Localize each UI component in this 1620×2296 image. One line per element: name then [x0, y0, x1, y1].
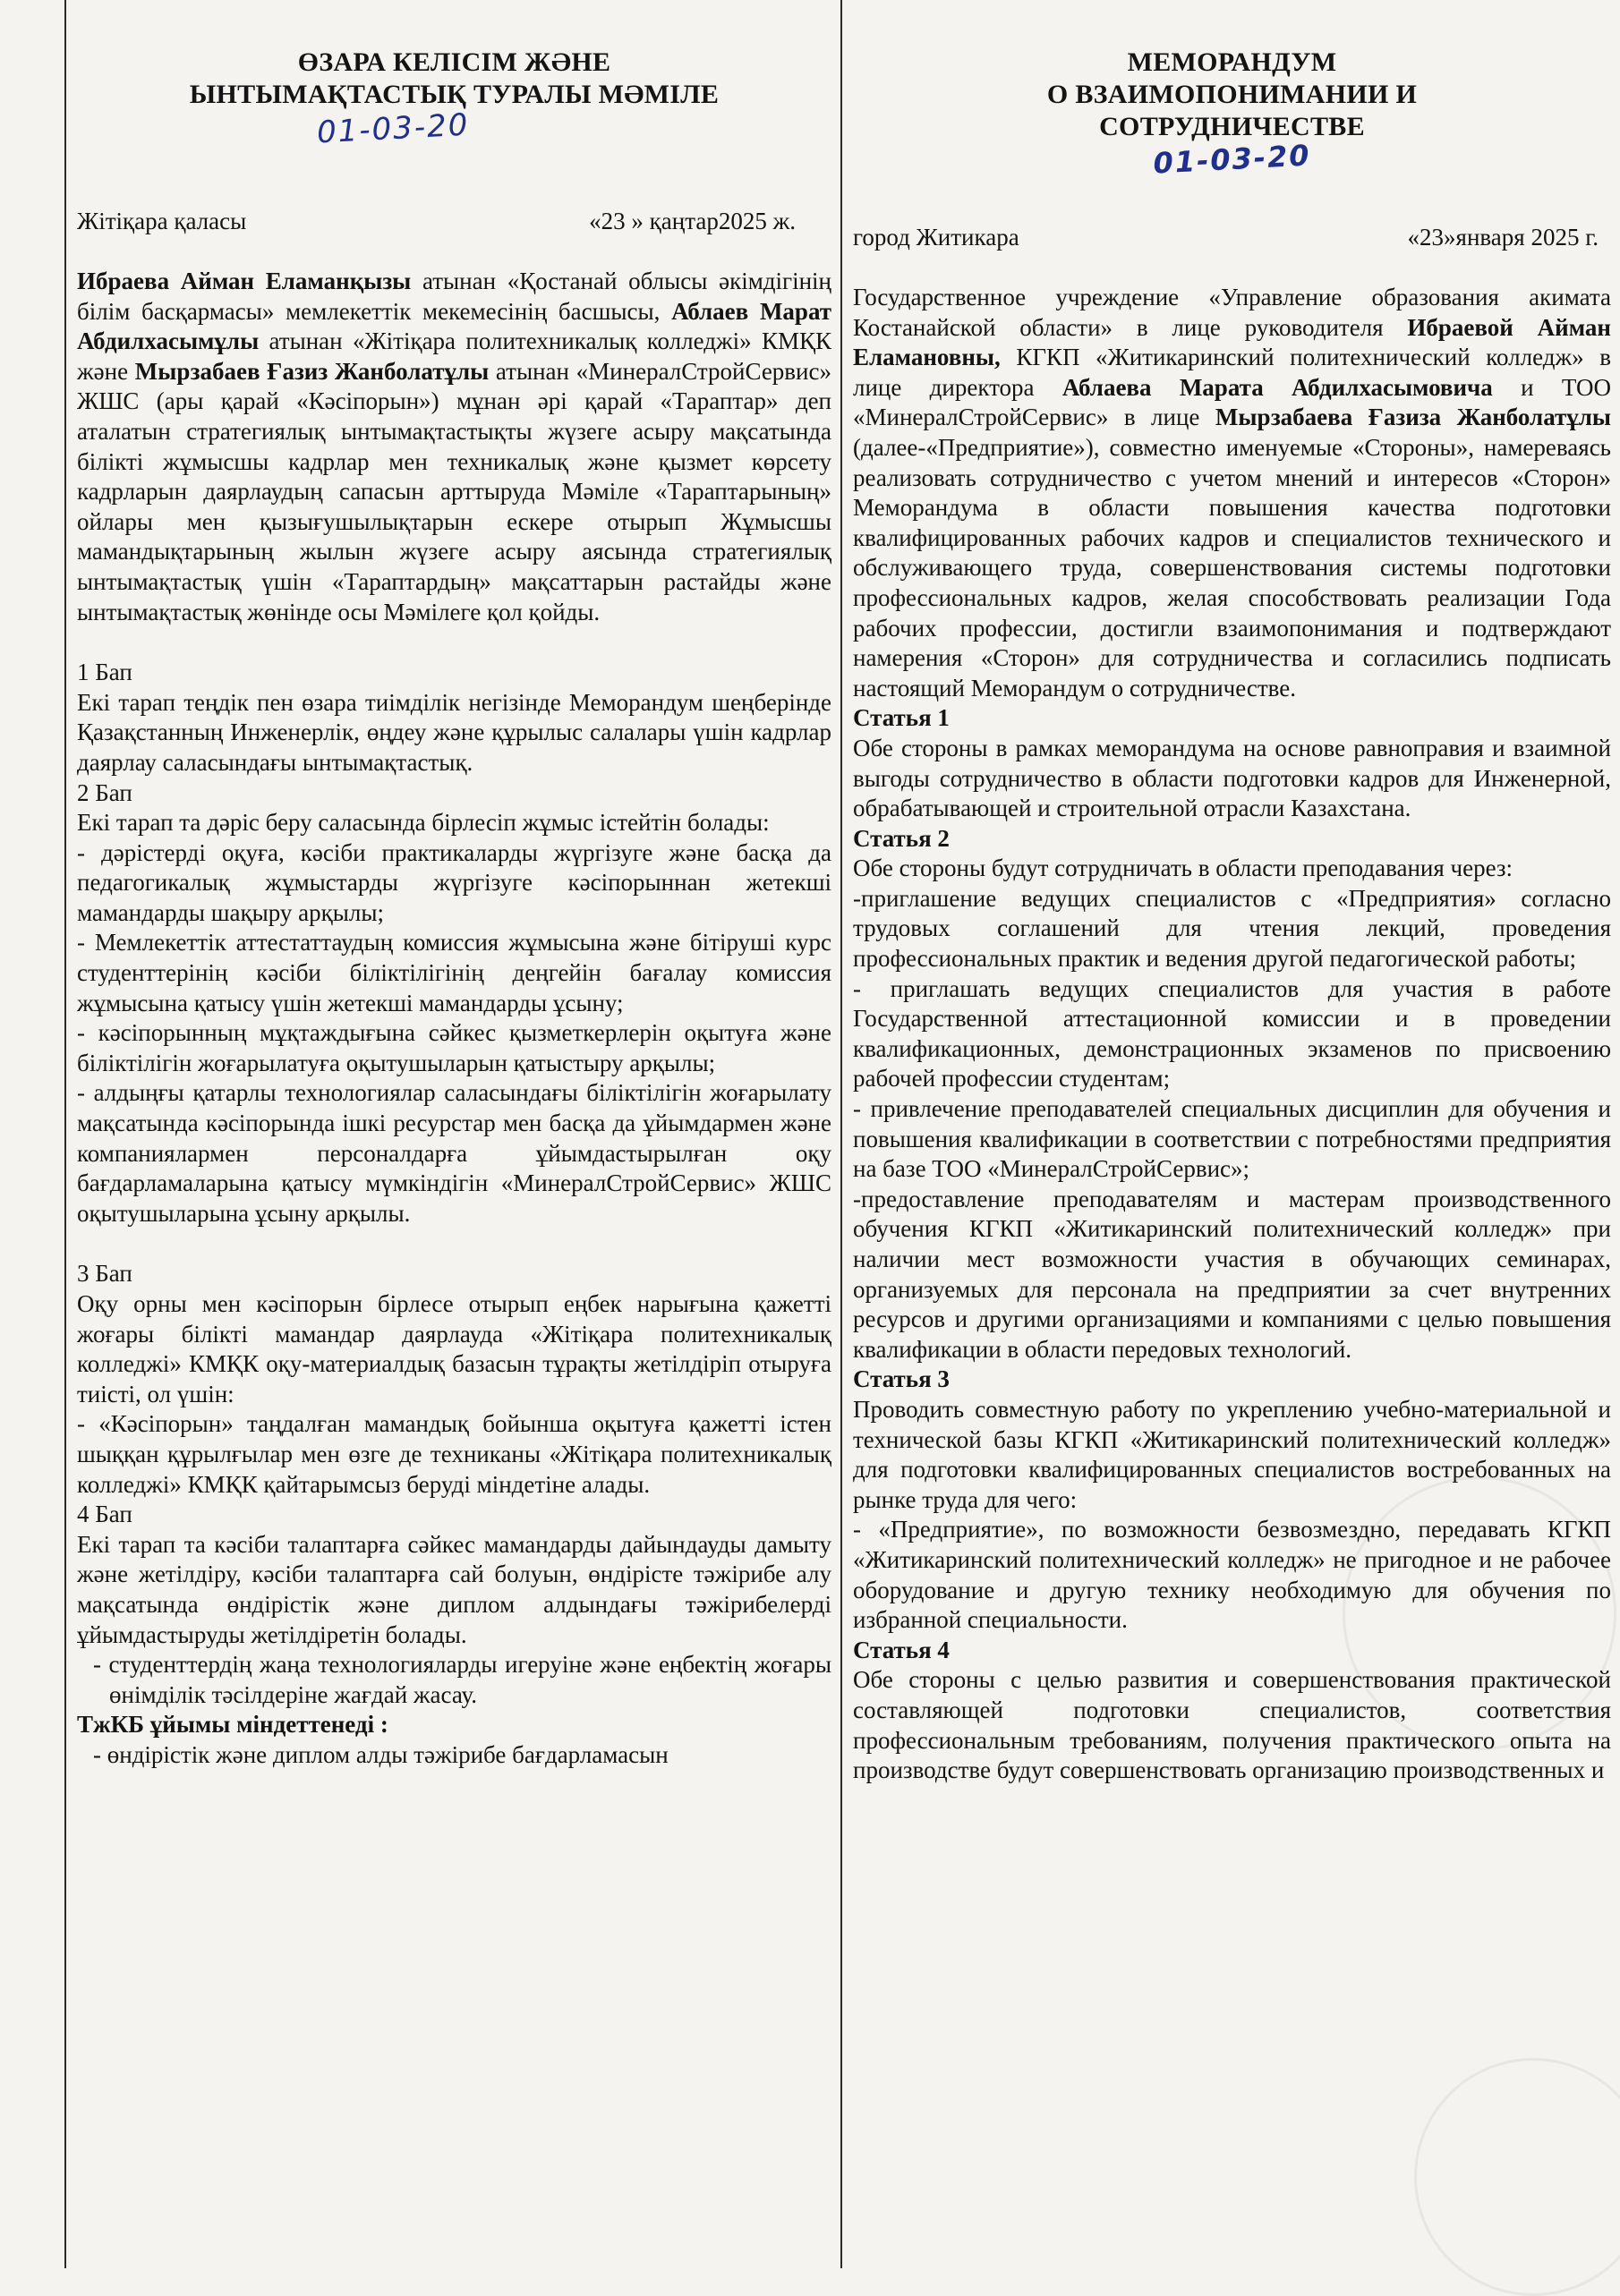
kazakh-intro: Ибраева Айман Еламанқызы атынан «Қостанай облысы әкімдігінің білім басқармасы» мемлекеттік мекемесінің басшысы, Аблаев Марат Абдилхасымұлы атынан «Жітіқара политехникалық колледжі» КМҚК және Мырзабаев Ғазиз Жанболатұлы атынан «МинералСтройСервис» ЖШС (ары қарай «Кәсіпорын») мұнан әрі қарай «Тараптар» деп аталатын стратегиялық ынтымақтастықты жүзеге асыру мақсатында білікті жұмысшы кадрлар мен техникалық және қызмет көрсету кадрларын даярлаудың сапасын арттыруда Мәміле «Тараптарының» ойлары мен қызығушылықтарын ескере отырып Жұмысшы мамандықтарының жылын жүзеге асыру аясында стратегиялық ынтымақтастық үшін «Тараптардың» мақсаттарын растайды және ынтымақтастық жөнінде осы Мәмілеге қол қойды.	[77, 268, 832, 625]
article-2-intro: Екі тарап та дәріс беру саласында бірлесіп жұмыс істейтін болады:	[77, 809, 770, 837]
city-label: Жітіқара қаласы	[77, 208, 247, 234]
list-item: -предоставление преподавателям и мастерам производственного обучения КГКП «Житикаринский политехнический колледж» при наличии мест возможности участия в обучающих семинарах, организуемых для персонала на предприятии за счет внутренних ресурсов и другими организациями и компаниями с целью повышения квалификации в области передовых технологий.	[853, 1185, 1611, 1363]
list-item: - студенттердің жаңа технологияларды игеруіне және еңбектің жоғары өнімділік тәсілдеріне жағдай жасау.	[93, 1651, 831, 1708]
article-1-text: Екі тарап теңдік пен өзара тиімділік негізінде Меморандум шеңберінде Қазақстанның Инженерлік, өңдеу және құрылыс салалары үшін кадрлар даярлау саласындағы ынтымақтастық.	[77, 688, 831, 776]
kazakh-column	[65, 0, 841, 2268]
article-1-text: Обе стороны в рамках меморандума на основе равноправия и взаимной выгоды сотрудничество в области подготовки кадров для Инженерной, обрабатывающей и строительной отрасли Казахстана.	[853, 734, 1611, 822]
article-3-intro: Проводить совместную работу по укреплению учебно-материальной и технической базы КГКП «Житикаринский политехнический колледж» для подготовки квалифицированных специалистов востребованных на рынке труда для чего:	[853, 1395, 1611, 1513]
article-3-intro: Оқу орны мен кәсіпорын бірлесе отырып еңбек нарығына қажетті жоғары білікті мамандар даярлауда «Жітіқара политехникалық колледжі» КМҚК оқу-материалдық базасын тұрақты жетілдіріп отыруға тиісті, ол үшін:	[77, 1290, 831, 1407]
date-label: «23 » қаңтар2025 ж.	[589, 208, 796, 234]
article-1-heading: Статья 1	[853, 704, 950, 732]
bilingual-table	[64, 0, 1620, 2268]
russian-dateline	[853, 222, 1611, 252]
article-4-heading: Статья 4	[853, 1636, 950, 1663]
article-4-intro: Екі тарап та кәсіби талаптарға сәйкес мамандарды дайындауды дамыту және жетілдіру, кәсіби талаптарға сай болуын, өндірісте тәжірибе алу мақсатында өндірістік және диплом алдындағы тәжірибелерді ұйымдастыруды жетілдіретін болады.	[77, 1530, 831, 1648]
article-2-heading: Статья 2	[853, 824, 950, 852]
list-item: - Мемлекеттік аттестаттаудың комиссия жұмысына және бітіруші курс студенттерінің кәсіби біліктілігінің деңгейін бағалау комиссия жұмысына қатысу үшін жетекші мамандарды ұсыну;	[77, 929, 831, 1016]
article-4-intro: Обе стороны с целью развития и совершенствования практической составляющей подготовки специалистов, соответствия профессиональным требованиям, получения практического опыта на производстве будут совершенствовать организацию производственных и	[853, 1666, 1611, 1784]
document-sheet	[64, 0, 1620, 2268]
list-item: - «Кәсіпорын» таңдалған мамандық бойынша оқытуға қажетті істен шыққан құрылғылар мен өзге де техниканы «Жітіқара политехникалық колледжі» КМҚК қайтарымсыз беруді міндетіне алады.	[77, 1410, 831, 1498]
article-3-heading: Статья 3	[853, 1365, 950, 1393]
russian-intro: Государственное учреждение «Управление образования акимата Костанайской области» в лице руководителя Ибраевой Айман Еламановны, КГКП «Житикаринский политехнический колледж» в лице директора Аблаева Марата Абдилхасымовича и ТОО «МинералСтройСервис» в лице Мырзабаева Ғазиза Жанболатұлы (далее-«Предприятие»), совместно именуемые «Стороны», намереваясь реализовать сотрудничество с учетом мнений и интересов «Сторон» Меморандума в области повышения качества подготовки квалифицированных рабочих кадров и специалистов технического и обслуживающего труда, совершенствования системы подготовки профессиональных кадров, желая способствовать реализации Года рабочих профессии, достигли взаимопонимания и подтверждают намерения «Сторон» для сотрудничества и согласились подписать настоящий Меморандум о сотрудничестве.	[853, 284, 1611, 702]
list-item: -приглашение ведущих специалистов с «Предприятия» согласно трудовых соглашений для чтения лекций, проведения профессиональных практик и ведения другой педагогической работы;	[853, 884, 1611, 973]
date-label: «23»января 2025 г.	[1407, 224, 1599, 251]
handwritten-date: 01-03-20	[316, 106, 471, 151]
russian-column	[841, 0, 1620, 2268]
kazakh-title: ӨЗАРА КЕЛІСІМ ЖӘНЕ ЫНТЫМАҚТАСТЫҚ ТУРАЛЫ МӘМІЛЕ	[189, 47, 720, 109]
obligations-heading: ТжКБ ұйымы міндеттенеді :	[77, 1711, 388, 1739]
article-2-heading: 2 Бап	[77, 778, 132, 806]
article-3-heading: 3 Бап	[77, 1260, 132, 1288]
list-item: - кәсіпорынның мұқтаждығына сәйкес қызметкерлерін оқытуға және біліктілігін жоғарылатуға оқытушыларын қатыстыру арқылы;	[77, 1019, 831, 1076]
list-item: - привлечение преподавателей специальных дисциплин для обучения и повышения квалификации в соответствии с потребностями предприятия на базе ТОО «МинералСтройСервис»;	[853, 1095, 1611, 1183]
kazakh-dateline	[77, 206, 831, 236]
article-4-heading: 4 Бап	[77, 1501, 132, 1528]
list-item: - «Предприятие», по возможности безвозмездно, передавать КГКП «Житикаринский политехнический колледж» не пригодное и не рабочее оборудование и другую технику необходимую для обучения по избранной специальности.	[853, 1516, 1611, 1634]
handwritten-date: 01-03-20	[1152, 138, 1312, 181]
list-item: - приглашать ведущих специалистов для участия в работе Государственной аттестационной комиссии и в проведении квалификационных, демонстрационных экзаменов по присвоению рабочей профессии студентам;	[853, 974, 1611, 1093]
list-item: - дәрістерді оқуға, кәсіби практикаларды жүргізуге және басқа да педагогикалық жұмыстарды жүргізуге кәсіпорыннан жетекші мамандарды шақыру арқылы;	[77, 838, 831, 926]
article-1-heading: 1 Бап	[77, 659, 132, 686]
list-item: - алдыңғы қатарлы технологиялар саласындағы біліктілігін жоғарылату мақсатында кәсіпорында ішкі ресурстар мен басқа да ұйымдармен және компаниялармен персоналдарға ұйымдастырылған оқу бағдарламаларына қатысу мүмкіндігін «МинералСтройСервис» ЖШС оқытушыларына ұсыну арқылы.	[77, 1079, 831, 1227]
city-label: город Житикара	[853, 224, 1019, 251]
list-item: - өндірістік және диплом алды тәжірибе бағдарламасын	[93, 1740, 669, 1768]
article-2-intro: Обе стороны будут сотрудничать в области преподавания через:	[853, 855, 1513, 882]
russian-title: МЕМОРАНДУМ О ВЗАИМОПОНИМАНИИ И СОТРУДНИЧЕСТВЕ 01-03-20	[853, 47, 1611, 175]
